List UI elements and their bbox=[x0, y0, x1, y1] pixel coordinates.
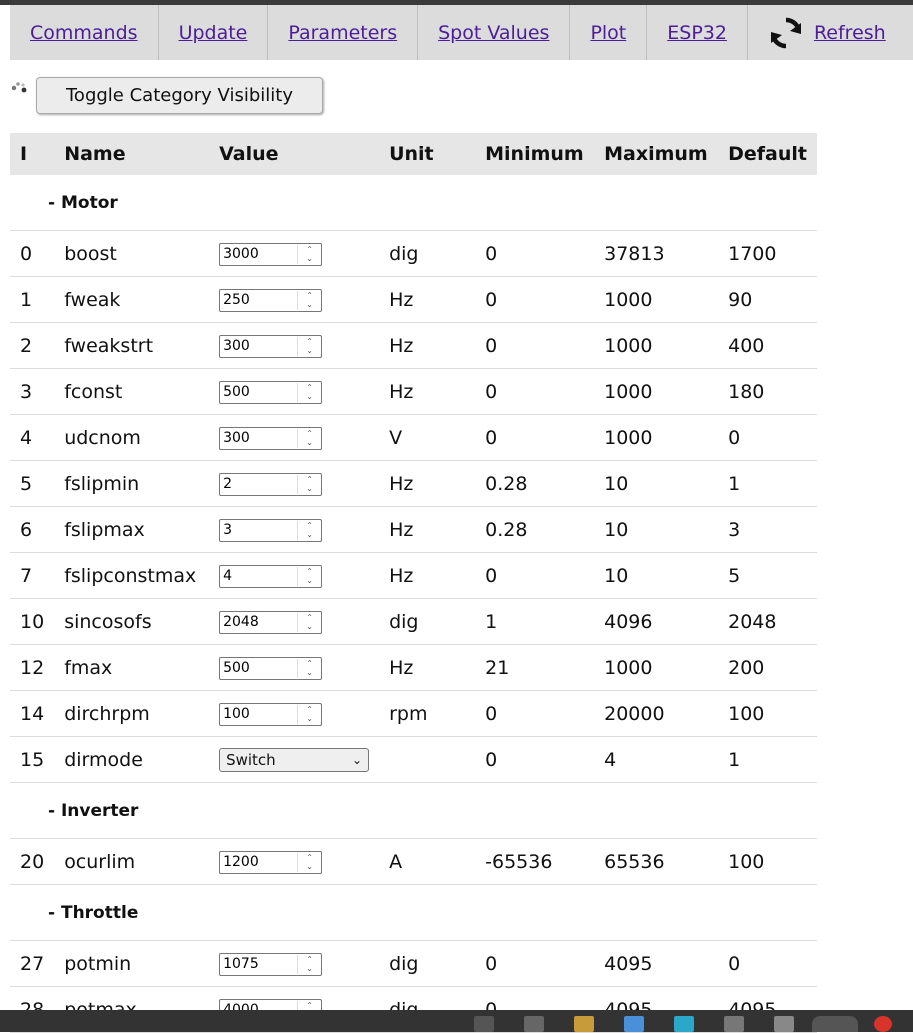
param-default: 100 bbox=[718, 691, 817, 737]
nav-parameters[interactable]: Parameters bbox=[268, 5, 418, 60]
param-minimum: 0 bbox=[475, 369, 594, 415]
param-value-input[interactable] bbox=[220, 476, 297, 492]
table-row bbox=[10, 691, 817, 737]
terminal-icon[interactable] bbox=[474, 1016, 494, 1032]
param-index: 10 bbox=[10, 599, 54, 645]
param-default: 1 bbox=[718, 737, 817, 783]
param-index: 14 bbox=[10, 691, 54, 737]
param-value-stepper bbox=[219, 427, 322, 450]
notes-icon[interactable] bbox=[574, 1016, 594, 1032]
param-value-cell bbox=[209, 691, 379, 737]
param-maximum: 10 bbox=[594, 553, 718, 599]
toolbar bbox=[10, 76, 323, 114]
param-value-input[interactable] bbox=[220, 854, 297, 870]
category-label[interactable]: - Throttle bbox=[10, 885, 817, 941]
param-maximum: 4096 bbox=[594, 599, 718, 645]
param-value-input[interactable] bbox=[220, 246, 297, 262]
spinner-arrows-icon[interactable]: ⌃ ⌄ bbox=[297, 853, 321, 872]
column-header-value: Value bbox=[209, 133, 379, 175]
table-row bbox=[10, 553, 817, 599]
taskbar bbox=[0, 1010, 913, 1032]
active-app-icon[interactable] bbox=[812, 1016, 858, 1032]
param-maximum: 4 bbox=[594, 737, 718, 783]
nav-menu bbox=[10, 5, 913, 60]
param-value-stepper bbox=[219, 611, 322, 634]
spinner-arrows-icon[interactable]: ⌃ ⌄ bbox=[297, 429, 321, 448]
param-default: 0 bbox=[718, 941, 817, 987]
files-icon[interactable] bbox=[774, 1016, 794, 1032]
param-value-cell bbox=[209, 553, 379, 599]
param-unit: V bbox=[379, 415, 475, 461]
table-row bbox=[10, 737, 817, 783]
param-value-cell bbox=[209, 323, 379, 369]
spinner-arrows-icon[interactable]: ⌃ ⌄ bbox=[297, 955, 321, 974]
param-minimum: -65536 bbox=[475, 839, 594, 885]
param-minimum: 0 bbox=[475, 277, 594, 323]
param-value-cell bbox=[209, 461, 379, 507]
spinner-arrows-icon[interactable]: ⌃ ⌄ bbox=[297, 705, 321, 724]
table-row bbox=[10, 507, 817, 553]
table-row bbox=[10, 599, 817, 645]
param-unit: Hz bbox=[379, 369, 475, 415]
nav-esp32[interactable]: ESP32 bbox=[647, 5, 748, 60]
param-minimum: 1 bbox=[475, 599, 594, 645]
param-minimum: 0.28 bbox=[475, 461, 594, 507]
spinner-arrows-icon[interactable]: ⌃ ⌄ bbox=[297, 613, 321, 632]
param-index: 4 bbox=[10, 415, 54, 461]
param-name: boost bbox=[54, 231, 209, 277]
param-unit: dig bbox=[379, 231, 475, 277]
param-minimum: 0 bbox=[475, 231, 594, 277]
param-maximum: 10 bbox=[594, 461, 718, 507]
window-icon[interactable] bbox=[524, 1016, 544, 1032]
param-name: fmax bbox=[54, 645, 209, 691]
param-value-stepper bbox=[219, 473, 322, 496]
param-value-cell bbox=[209, 507, 379, 553]
param-default: 0 bbox=[718, 415, 817, 461]
param-index: 27 bbox=[10, 941, 54, 987]
param-name: sincosofs bbox=[54, 599, 209, 645]
param-value-cell bbox=[209, 415, 379, 461]
param-index: 5 bbox=[10, 461, 54, 507]
param-value-input[interactable] bbox=[220, 384, 297, 400]
select-value: Switch bbox=[226, 750, 276, 769]
spinner-arrows-icon[interactable]: ⌃ ⌄ bbox=[297, 383, 321, 402]
param-value-input[interactable] bbox=[220, 338, 297, 354]
param-value-stepper bbox=[219, 519, 322, 542]
category-label[interactable]: - Inverter bbox=[10, 783, 817, 839]
refresh-icon[interactable] bbox=[768, 15, 804, 51]
nav-spot-values[interactable]: Spot Values bbox=[418, 5, 570, 60]
param-default: 1700 bbox=[718, 231, 817, 277]
param-unit: Hz bbox=[379, 553, 475, 599]
column-header-name: Name bbox=[54, 133, 209, 175]
param-value-cell bbox=[209, 369, 379, 415]
table-row bbox=[10, 415, 817, 461]
param-minimum: 0 bbox=[475, 553, 594, 599]
nav-commands[interactable]: Commands bbox=[10, 5, 159, 60]
column-header-minimum: Minimum bbox=[475, 133, 594, 175]
column-header-index: I bbox=[10, 133, 54, 175]
table-row bbox=[10, 645, 817, 691]
param-value-stepper bbox=[219, 381, 322, 404]
column-header-unit: Unit bbox=[379, 133, 475, 175]
param-value-cell bbox=[209, 231, 379, 277]
param-value-select[interactable] bbox=[219, 748, 369, 772]
param-value-input[interactable] bbox=[220, 430, 297, 446]
table-row bbox=[10, 461, 817, 507]
param-value-cell bbox=[209, 277, 379, 323]
table-row bbox=[10, 369, 817, 415]
param-default: 5 bbox=[718, 553, 817, 599]
param-name: potmin bbox=[54, 941, 209, 987]
top-navigation-bar bbox=[0, 0, 913, 60]
param-minimum: 0.28 bbox=[475, 507, 594, 553]
nav-update[interactable]: Update bbox=[159, 5, 269, 60]
param-value-input[interactable] bbox=[220, 660, 297, 676]
nav-plot[interactable]: Plot bbox=[570, 5, 647, 60]
param-value-stepper bbox=[219, 243, 322, 266]
param-name: fslipconstmax bbox=[54, 553, 209, 599]
param-value-stepper bbox=[219, 335, 322, 358]
param-maximum: 1000 bbox=[594, 277, 718, 323]
param-index: 1 bbox=[10, 277, 54, 323]
toggle-category-visibility-button[interactable]: Toggle Category Visibility bbox=[36, 77, 323, 114]
spinner-arrows-icon[interactable]: ⌃ bbox=[297, 1001, 321, 1020]
param-index: 3 bbox=[10, 369, 54, 415]
param-value-stepper bbox=[219, 703, 322, 726]
param-maximum: 1000 bbox=[594, 369, 718, 415]
param-index: 0 bbox=[10, 231, 54, 277]
param-name: fweak bbox=[54, 277, 209, 323]
param-default: 180 bbox=[718, 369, 817, 415]
param-index: 12 bbox=[10, 645, 54, 691]
store-icon[interactable] bbox=[674, 1016, 694, 1032]
param-value-input[interactable] bbox=[220, 522, 297, 538]
param-name: fslipmax bbox=[54, 507, 209, 553]
param-default: 100 bbox=[718, 839, 817, 885]
spinner-arrows-icon[interactable]: ⌃ ⌄ bbox=[297, 659, 321, 678]
param-value-cell bbox=[209, 941, 379, 987]
chevron-down-icon: ⌄ bbox=[352, 752, 363, 767]
param-value-stepper bbox=[219, 851, 322, 874]
param-index: 15 bbox=[10, 737, 54, 783]
nav-refresh[interactable] bbox=[748, 5, 906, 60]
param-maximum: 10 bbox=[594, 507, 718, 553]
param-value-cell bbox=[209, 839, 379, 885]
spinner-arrows-icon[interactable]: ⌃ ⌄ bbox=[297, 521, 321, 540]
param-index: 2 bbox=[10, 323, 54, 369]
spinner-arrows-icon[interactable]: ⌃ ⌄ bbox=[297, 475, 321, 494]
param-maximum: 37813 bbox=[594, 231, 718, 277]
category-row-inverter[interactable] bbox=[10, 783, 817, 839]
param-value-cell bbox=[209, 599, 379, 645]
param-index: 6 bbox=[10, 507, 54, 553]
param-value-input[interactable] bbox=[220, 568, 297, 584]
spinner-arrows-icon[interactable]: ⌃ ⌄ bbox=[297, 567, 321, 586]
param-maximum: 4095 bbox=[594, 941, 718, 987]
param-unit: Hz bbox=[379, 277, 475, 323]
param-default: 400 bbox=[718, 323, 817, 369]
parameters-table bbox=[10, 133, 817, 1033]
spinner-arrows-icon[interactable]: ⌃ ⌄ bbox=[297, 245, 321, 264]
table-row bbox=[10, 323, 817, 369]
param-value-cell bbox=[209, 645, 379, 691]
category-label[interactable]: - Motor bbox=[10, 175, 817, 231]
loading-spinner-icon bbox=[10, 79, 28, 97]
param-name: dirmode bbox=[54, 737, 209, 783]
column-header-maximum: Maximum bbox=[594, 133, 718, 175]
param-unit: rpm bbox=[379, 691, 475, 737]
table-row bbox=[10, 231, 817, 277]
category-row-throttle[interactable] bbox=[10, 885, 817, 941]
param-name: fslipmin bbox=[54, 461, 209, 507]
param-unit: Hz bbox=[379, 323, 475, 369]
param-value-input[interactable] bbox=[220, 292, 297, 308]
refresh-link[interactable]: Refresh bbox=[813, 21, 886, 44]
param-maximum: 1000 bbox=[594, 323, 718, 369]
param-unit: dig bbox=[379, 941, 475, 987]
table-row bbox=[10, 839, 817, 885]
param-unit: Hz bbox=[379, 461, 475, 507]
param-index: 7 bbox=[10, 553, 54, 599]
param-value-stepper bbox=[219, 657, 322, 680]
spinner-arrows-icon[interactable]: ⌃ ⌄ bbox=[297, 291, 321, 310]
table-body bbox=[10, 175, 817, 1033]
param-minimum: 0 bbox=[475, 691, 594, 737]
table-row bbox=[10, 277, 817, 323]
param-default: 90 bbox=[718, 277, 817, 323]
param-name: fweakstrt bbox=[54, 323, 209, 369]
param-value-cell bbox=[209, 737, 379, 783]
param-maximum: 20000 bbox=[594, 691, 718, 737]
param-minimum: 21 bbox=[475, 645, 594, 691]
param-index: 20 bbox=[10, 839, 54, 885]
param-value-input[interactable] bbox=[220, 706, 297, 722]
param-minimum: 0 bbox=[475, 737, 594, 783]
param-minimum: 0 bbox=[475, 323, 594, 369]
param-unit bbox=[379, 737, 475, 783]
param-unit: Hz bbox=[379, 645, 475, 691]
param-maximum: 65536 bbox=[594, 839, 718, 885]
param-name: ocurlim bbox=[54, 839, 209, 885]
category-row-motor[interactable] bbox=[10, 175, 817, 231]
param-default: 200 bbox=[718, 645, 817, 691]
notification-icon[interactable] bbox=[874, 1016, 892, 1032]
spinner-arrows-icon[interactable]: ⌃ ⌄ bbox=[297, 337, 321, 356]
param-default: 1 bbox=[718, 461, 817, 507]
param-minimum: 0 bbox=[475, 415, 594, 461]
param-unit: A bbox=[379, 839, 475, 885]
param-name: dirchrpm bbox=[54, 691, 209, 737]
table-header-row bbox=[10, 133, 817, 175]
param-minimum: 0 bbox=[475, 941, 594, 987]
param-value-stepper bbox=[219, 289, 322, 312]
param-unit: Hz bbox=[379, 507, 475, 553]
param-value-stepper bbox=[219, 565, 322, 588]
param-name: fconst bbox=[54, 369, 209, 415]
column-header-default: Default bbox=[718, 133, 817, 175]
settings-icon[interactable] bbox=[724, 1016, 744, 1032]
param-value-stepper bbox=[219, 953, 322, 976]
param-value-input[interactable] bbox=[220, 956, 297, 972]
param-default: 2048 bbox=[718, 599, 817, 645]
table-row bbox=[10, 941, 817, 987]
param-value-input[interactable] bbox=[220, 614, 297, 630]
param-maximum: 1000 bbox=[594, 415, 718, 461]
param-default: 3 bbox=[718, 507, 817, 553]
param-maximum: 1000 bbox=[594, 645, 718, 691]
apps-grid-icon[interactable] bbox=[624, 1016, 644, 1032]
param-unit: dig bbox=[379, 599, 475, 645]
param-name: udcnom bbox=[54, 415, 209, 461]
